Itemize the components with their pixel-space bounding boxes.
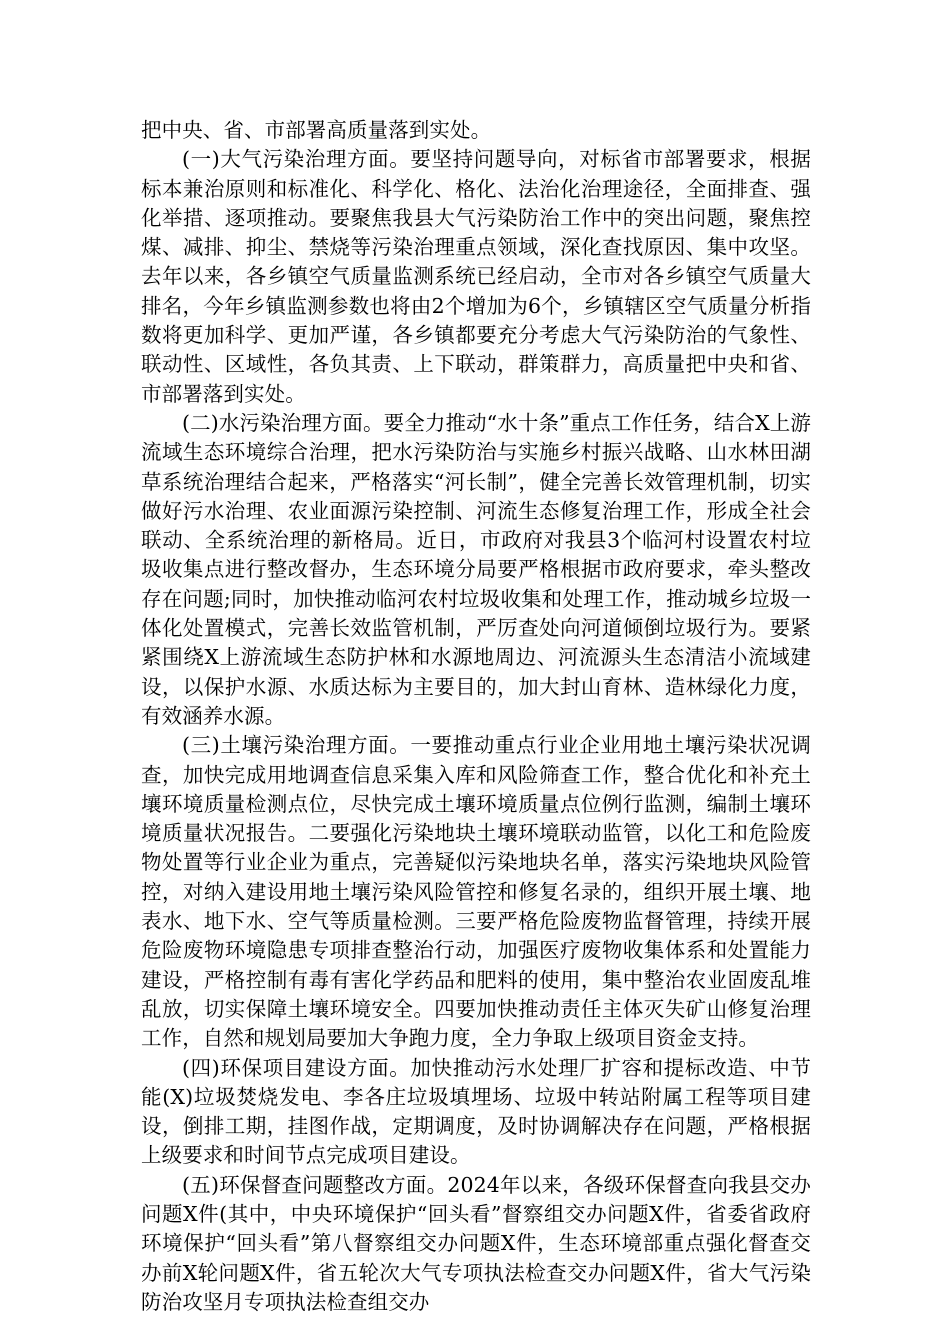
paragraph-environmental-projects: (四)环保项目建设方面。加快推动污水处理厂扩容和提标改造、中节能(X)垃圾焚烧发电、李各庄垃圾填埋场、垃圾中转站附属工程等项目建设，倒排工期，挂图作战，定期调度，及时协调解决存在问题，严格根据上级要求和时间节点完成项目建设。 bbox=[141, 1055, 811, 1168]
paragraph-air-pollution: (一)大气污染治理方面。要坚持问题导向，对标省市部署要求，根据标本兼治原则和标准化、科学化、格化、法治化治理途径，全面排查、强化举措、逐项推动。要聚焦我县大气污染防治工作中的突出问题，聚焦控煤、减排、抑尘、禁烧等污染治理重点领域，深化查找原因、集中攻坚。去年以来，各乡镇空气质量监测系统已经启动，全市对各乡镇空气质量大排名，今年乡镇监测参数也将由2个增加为6个，乡镇辖区空气质量分析指数将更加科学、更加严谨，各乡镇都要充分考虑大气污染防治的气象性、联动性、区域性，各负其责、上下联动，群策群力，高质量把中央和省、市部署落到实处。 bbox=[141, 147, 811, 406]
document-body bbox=[141, 116, 811, 1317]
paragraph-water-pollution: (二)水污染治理方面。要全力推动“水十条”重点工作任务，结合X上游流域生态环境综合治理，把水污染防治与实施乡村振兴战略、山水林田湖草系统治理结合起来，严格落实“河长制”，健全完善长效管理机制，切实做好污水治理、农业面源污染控制、河流生态修复治理工作，形成全社会联动、全系统治理的新格局。近日，市政府对我县3个临河村设置农村垃圾收集点进行整改督办，生态环境分局要严格根据市政府要求，牵头整改存在问题;同时，加快推动临河农村垃圾收集和处理工作，推动城乡垃圾一体化处置模式，完善长效监管机制，严厉查处向河道倾倒垃圾行为。要紧紧围绕X上游流域生态防护林和水源地周边、河流源头生态清洁小流域建设，以保护水源、水质达标为主要目的，加大封山育林、造林绿化力度，有效涵养水源。 bbox=[141, 410, 811, 728]
paragraph-intro: 把中央、省、市部署高质量落到实处。 bbox=[141, 118, 492, 142]
paragraph-soil-pollution: (三)土壤污染治理方面。一要推动重点行业企业用地土壤污染状况调查，加快完成用地调查信息采集入库和风险筛查工作，整合优化和补充土壤环境质量检测点位，尽快完成土壤环境质量点位例行监测，编制土壤环境质量状况报告。二要强化污染地块土壤环境联动监管，以化工和危险废物处置等行业企业为重点，完善疑似污染地块名单，落实污染地块风险管控，对纳入建设用地土壤污染风险管控和修复名录的，组织开展土壤、地表水、地下水、空气等质量检测。三要严格危险废物监督管理，持续开展危险废物环境隐患专项排查整治行动，加强医疗废物收集体系和处置能力建设，严格控制有毒有害化学药品和肥料的使用，集中整治农业固废乱堆乱放，切实保障土壤环境安全。四要加快推动责任主体灭失矿山修复治理工作，自然和规划局要加大争跑力度，全力争取上级项目资金支持。 bbox=[141, 733, 811, 1051]
paragraph-inspection-rectification: (五)环保督查问题整改方面。2024年以来，各级环保督查向我县交办问题X件(其中，中央环境保护“回头看”督察组交办问题X件，省委省政府环境保护“回头看”第八督察组交办问题X件，生态环境部重点强化督查交办前X轮问题X件，省五轮次大气专项执法检查交办问题X件，省大气污染防治攻坚月专项执法检查组交办 bbox=[141, 1172, 811, 1314]
